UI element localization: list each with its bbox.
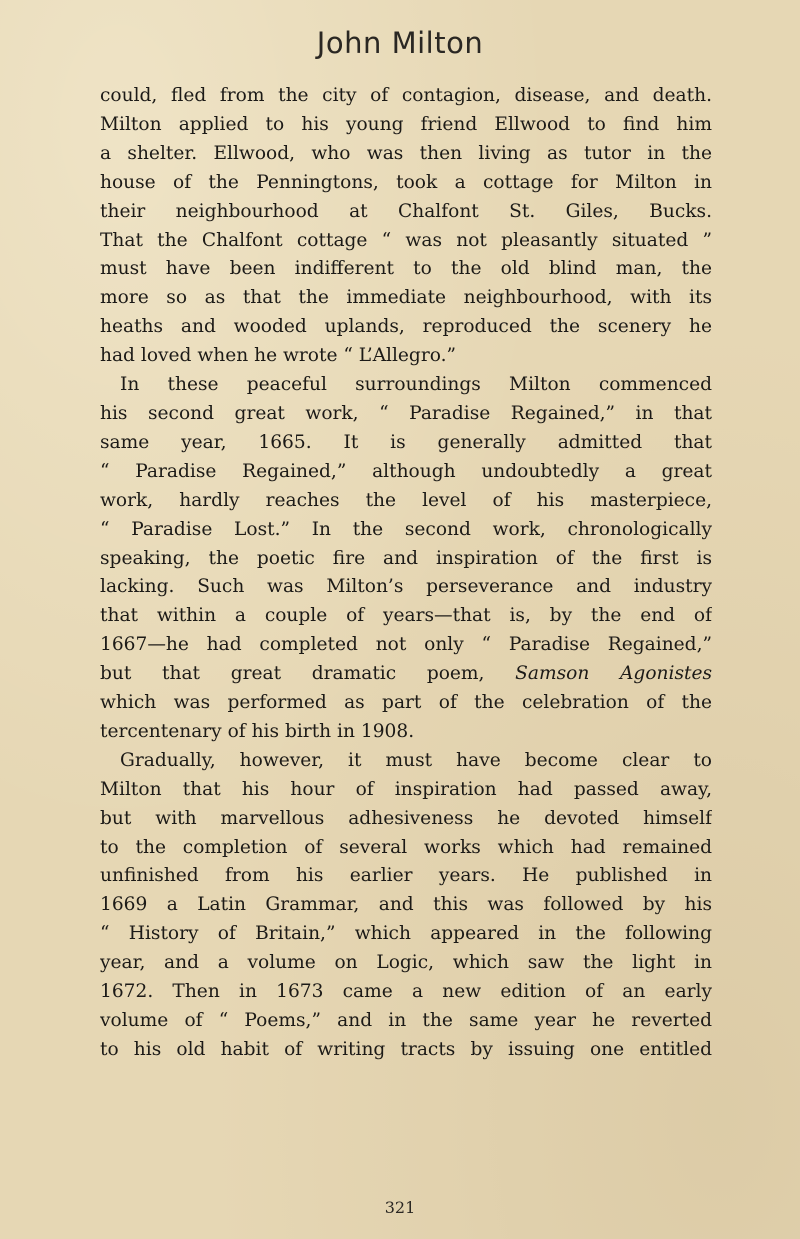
text-line-content: that within a couple of years—that is, by the end of — [100, 605, 712, 627]
text-line — [100, 920, 712, 949]
text-line — [100, 342, 712, 371]
text-line-content: “ Paradise Lost.” In the second work, chronologically — [100, 518, 712, 540]
text-line — [100, 1007, 712, 1036]
text-line — [100, 573, 712, 602]
text-line — [100, 400, 712, 429]
text-line-content: “ History of Britain,” which appeared in the following — [100, 923, 712, 945]
text-line-content: year, and a volume on Logic, which saw the light in — [100, 952, 712, 974]
page-number: 321 — [384, 1198, 416, 1217]
text-line-content: Milton that his hour of inspiration had passed away, — [100, 778, 712, 800]
text-line — [100, 284, 712, 313]
text-line — [100, 169, 712, 198]
text-line — [100, 82, 712, 111]
text-line — [100, 313, 712, 342]
text-line-content: must have been indifferent to the old blind man, the — [100, 258, 712, 280]
text-line-content: house of the Penningtons, took a cottage for Milton in — [100, 171, 712, 193]
text-line — [100, 747, 712, 776]
text-line-content: a shelter. Ellwood, who was then living as tutor in the — [100, 142, 712, 164]
text-line-content: speaking, the poetic fire and inspiration of the first is — [100, 547, 712, 569]
italic-title: Samson Agonistes — [515, 663, 712, 685]
text-line-content: That the Chalfont cottage “ was not pleasantly situated ” — [100, 229, 712, 251]
text-line-content: which was performed as part of the celebration of the — [100, 692, 712, 714]
text-line — [100, 834, 712, 863]
text-line — [100, 111, 712, 140]
text-line-content: but with marvellous adhesiveness he devoted himself — [100, 807, 712, 829]
text-line-content: In these peaceful surroundings Milton commenced — [120, 374, 712, 396]
text-line — [100, 805, 712, 834]
text-line — [100, 891, 712, 920]
text-line-content: could, fled from the city of contagion, disease, and death. — [100, 85, 712, 106]
text-line-content: to his old habit of writing tracts by issuing one entitled — [100, 1038, 712, 1060]
text-line-content: 1672. Then in 1673 came a new edition of an early — [100, 981, 712, 1003]
body-text — [100, 82, 712, 1065]
text-line-content: Gradually, however, it must have become clear to — [120, 749, 712, 771]
text-line-content: Milton applied to his young friend Ellwood to find him — [100, 113, 712, 135]
text-line — [100, 429, 712, 458]
text-line-content: heaths and wooded uplands, reproduced the scenery he — [100, 316, 712, 338]
text-line-content: 1667—he had completed not only “ Paradise Regained,” — [100, 634, 712, 656]
text-line — [100, 776, 712, 805]
text-line-content: had loved when he wrote “ L’Allegro.” — [100, 345, 457, 367]
text-line-content: to the completion of several works which had remained — [100, 836, 712, 858]
text-line-content: same year, 1665. It is generally admitted that — [100, 431, 712, 453]
text-line — [100, 689, 712, 718]
text-line — [100, 198, 712, 227]
text-line-content: lacking. Such was Milton’s perseverance and industry — [100, 576, 712, 598]
text-line — [100, 255, 712, 284]
text-line — [100, 458, 712, 487]
text-line — [100, 516, 712, 545]
text-line-content: 1669 a Latin Grammar, and this was followed by his — [100, 894, 712, 916]
text-line — [100, 978, 712, 1007]
text-line — [100, 1036, 712, 1065]
text-line-content: his second great work, “ Paradise Regained,” in that — [100, 402, 712, 424]
text-line — [100, 631, 712, 660]
text-line-content: volume of “ Poems,” and in the same year he reverted — [100, 1010, 712, 1031]
text-line-content: their neighbourhood at Chalfont St. Giles, Bucks. — [100, 200, 712, 222]
text-line-content: work, hardly reaches the level of his masterpiece, — [100, 489, 712, 511]
text-line — [100, 227, 712, 256]
text-line — [100, 862, 712, 891]
text-line-content: tercentenary of his birth in 1908. — [100, 720, 415, 742]
text-line — [100, 949, 712, 978]
text-line — [100, 140, 712, 169]
text-line — [100, 371, 712, 400]
text-line-content: but that great dramatic poem, — [100, 663, 516, 685]
text-line — [100, 487, 712, 516]
text-line — [100, 660, 712, 689]
text-line — [100, 718, 712, 747]
text-line — [100, 545, 712, 574]
text-line-content: “ Paradise Regained,” although undoubtedly a great — [100, 460, 712, 482]
text-line — [100, 602, 712, 631]
text-line-content: more so as that the immediate neighbourhood, with its — [100, 287, 712, 309]
running-head: John Milton — [316, 26, 484, 60]
text-line-content: unfinished from his earlier years. He published in — [100, 865, 712, 887]
